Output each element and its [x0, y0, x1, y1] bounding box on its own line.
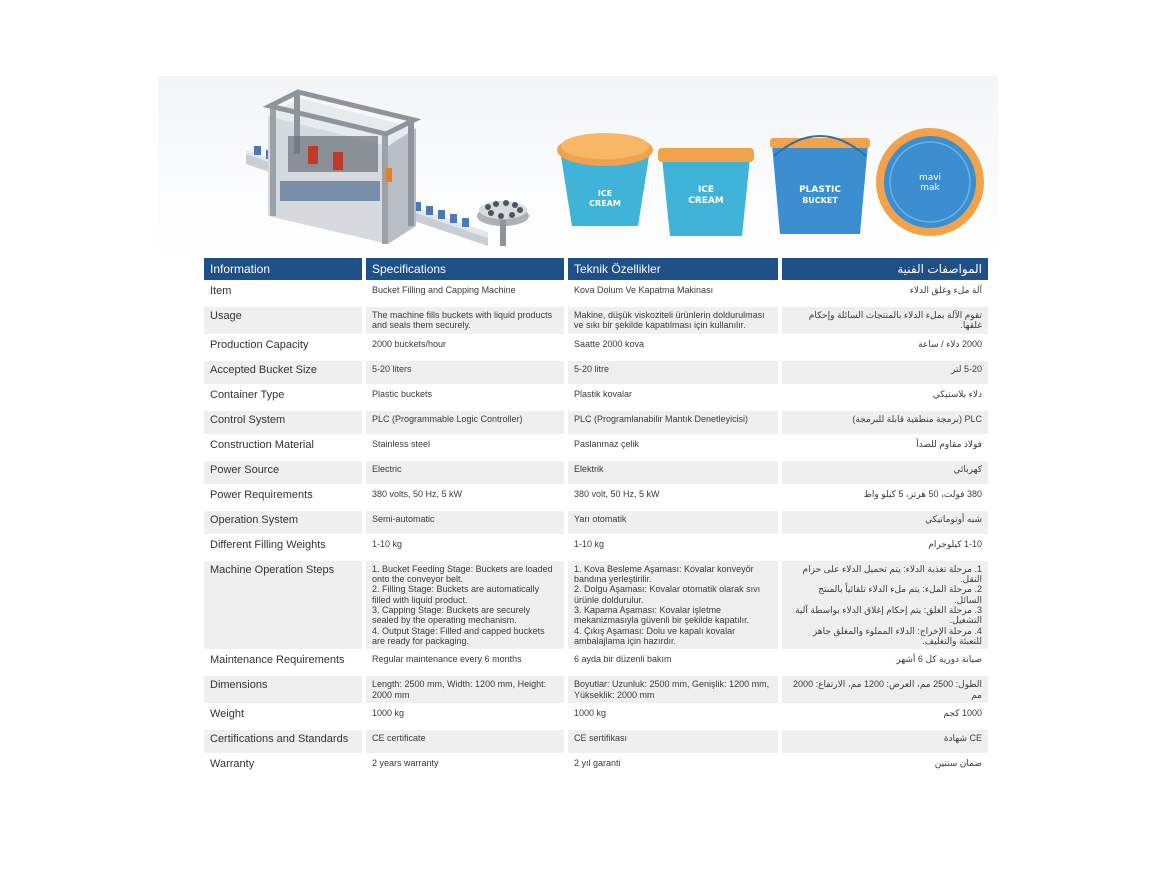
value-arabic: 1000 كجم	[782, 705, 988, 728]
table-row	[204, 336, 988, 359]
value-arabic: شبه أوتوماتيكي	[782, 511, 988, 534]
row-label: Production Capacity	[204, 336, 362, 359]
value-turkish: 6 ayda bir düzenli bakım	[568, 651, 778, 674]
row-label: Dimensions	[204, 676, 362, 703]
bucket-text-line1: PLASTIC	[799, 185, 841, 195]
value-turkish: Elektrik	[568, 461, 778, 484]
value-english: 1000 kg	[366, 705, 564, 728]
row-label: Maintenance Requirements	[204, 651, 362, 674]
row-label: Machine Operation Steps	[204, 561, 362, 650]
bucket-text-line2: CREAM	[688, 196, 724, 206]
table-header-row	[204, 258, 988, 280]
value-english: Electric	[366, 461, 564, 484]
table-row	[204, 436, 988, 459]
product-image-banner	[158, 76, 998, 256]
value-turkish: 2 yıl garanti	[568, 755, 778, 778]
value-turkish: Makine, düşük viskoziteli ürünlerin doldurulması ve sıkı bir şekilde kapatılması için kullanılır.	[568, 307, 778, 334]
table-row	[204, 651, 988, 674]
table-row	[204, 730, 988, 753]
value-turkish: 1-10 kg	[568, 536, 778, 559]
value-english: The machine fills buckets with liquid products and seals them securely.	[366, 307, 564, 334]
bucket-text-line2: BUCKET	[802, 196, 838, 205]
value-turkish: 380 volt, 50 Hz, 5 kW	[568, 486, 778, 509]
value-arabic: ضمان سنتين	[782, 755, 988, 778]
bucket-text-line1: ICE	[697, 185, 715, 195]
plastic-bucket	[770, 136, 870, 234]
value-english: 5-20 liters	[366, 361, 564, 384]
row-label: Container Type	[204, 386, 362, 409]
table-row	[204, 705, 988, 728]
row-label: Warranty	[204, 755, 362, 778]
header-teknik-ozellikler: Teknik Özellikler	[568, 258, 778, 280]
table-row	[204, 411, 988, 434]
table-row	[204, 561, 988, 650]
filling-machine-illustration	[246, 92, 529, 246]
row-label: Item	[204, 282, 362, 305]
table-row	[204, 386, 988, 409]
ice-cream-bucket-2	[658, 148, 754, 236]
value-arabic: فولاذ مقاوم للصدأ	[782, 436, 988, 459]
value-turkish: Kova Dolum Ve Kapatma Makinası	[568, 282, 778, 305]
value-turkish: 1000 kg	[568, 705, 778, 728]
value-arabic: 380 فولت، 50 هرتز، 5 كيلو واط	[782, 486, 988, 509]
header-specifications: Specifications	[366, 258, 564, 280]
row-label: Accepted Bucket Size	[204, 361, 362, 384]
table-row	[204, 536, 988, 559]
bucket-text-line2: CREAM	[589, 199, 621, 208]
value-english: Stainless steel	[366, 436, 564, 459]
value-arabic: 1-10 كيلوجرام	[782, 536, 988, 559]
bucket-lid	[876, 128, 984, 236]
value-english: 380 volts, 50 Hz, 5 kW	[366, 486, 564, 509]
table-row	[204, 282, 988, 305]
row-label: Weight	[204, 705, 362, 728]
header-information: Information	[204, 258, 362, 280]
lid-text-line1: mavi	[918, 173, 942, 183]
table-row	[204, 676, 988, 703]
row-label: Different Filling Weights	[204, 536, 362, 559]
value-english: CE certificate	[366, 730, 564, 753]
header-arabic-specifications: المواصفات الفنية	[782, 258, 988, 280]
value-english: Regular maintenance every 6 months	[366, 651, 564, 674]
row-label: Usage	[204, 307, 362, 334]
value-english: 2 years warranty	[366, 755, 564, 778]
value-turkish: Yarı otomatik	[568, 511, 778, 534]
value-arabic: صيانة دورية كل 6 أشهر	[782, 651, 988, 674]
value-arabic: دلاء بلاستيكي	[782, 386, 988, 409]
value-turkish: Boyutlar: Uzunluk: 2500 mm, Genişlik: 1200 mm, Yükseklik: 2000 mm	[568, 676, 778, 703]
value-turkish: 5-20 litre	[568, 361, 778, 384]
table-row	[204, 361, 988, 384]
table-row	[204, 486, 988, 509]
value-turkish: Paslanmaz çelik	[568, 436, 778, 459]
value-arabic: 2000 دلاء / ساعة	[782, 336, 988, 359]
value-english: Semi-automatic	[366, 511, 564, 534]
value-turkish: CE sertifikası	[568, 730, 778, 753]
row-label: Construction Material	[204, 436, 362, 459]
value-english: Length: 2500 mm, Width: 1200 mm, Height: 2000 mm	[366, 676, 564, 703]
value-english: PLC (Programmable Logic Controller)	[366, 411, 564, 434]
value-arabic: 1. مرحلة تغذية الدلاء: يتم تحميل الدلاء على حزام النقل. 2. مرحلة الملء: يتم ملء الدلاء تلقائياً بالمنتج السائل. 3. مرحلة الغلق: يتم إحكام إغلاق الدلاء بواسطة آلية التشغيل. 4. مرحلة الإخراج: الدلاء المملوء والمغلق جاهز للتعبئة والتغليف.	[782, 561, 988, 650]
value-turkish: Saatte 2000 kova	[568, 336, 778, 359]
value-arabic: PLC (برمجة منطقية قابلة للبرمجة)	[782, 411, 988, 434]
value-english: 2000 buckets/hour	[366, 336, 564, 359]
value-turkish: 1. Kova Besleme Aşaması: Kovalar konveyör bandına yerleştirilir. 2. Dolgu Aşaması: Kovalar otomatik olarak sıvı ürünle doldurulur. 3. Kapama Aşaması: Kovalar işletme mekanizmasıyla güvenli bir şekilde kapatılır. 4. Çıkış Aşaması: Dolu ve kapalı kovalar ambalajlama için hazırdır.	[568, 561, 778, 650]
value-arabic: الطول: 2500 مم، العرض: 1200 مم، الارتفاع: 2000 مم	[782, 676, 988, 703]
value-english: Plastic buckets	[366, 386, 564, 409]
row-label: Power Source	[204, 461, 362, 484]
row-label: Certifications and Standards	[204, 730, 362, 753]
table-row	[204, 755, 988, 778]
row-label: Power Requirements	[204, 486, 362, 509]
table-row	[204, 307, 988, 334]
value-arabic: كهربائي	[782, 461, 988, 484]
value-arabic: CE شهادة	[782, 730, 988, 753]
value-english: 1. Bucket Feeding Stage: Buckets are loaded onto the conveyor belt. 2. Filling Stage: Buckets are automatically filled with liquid product. 3. Capping Stage: Buckets are securely sealed by the operating mechanism. 4. Output Stage: Filled and capped buckets are ready for packaging.	[366, 561, 564, 650]
value-english: 1-10 kg	[366, 536, 564, 559]
table-row	[204, 511, 988, 534]
table-row	[204, 461, 988, 484]
ice-cream-bucket-1	[557, 133, 653, 226]
value-arabic: تقوم الآلة بملء الدلاء بالمنتجات السائلة وإحكام غلقها.	[782, 307, 988, 334]
value-arabic: 5-20 لتر	[782, 361, 988, 384]
value-turkish: Plastik kovalar	[568, 386, 778, 409]
value-turkish: PLC (Programlanabilir Mantık Denetleyicisi)	[568, 411, 778, 434]
row-label: Operation System	[204, 511, 362, 534]
value-english: Bucket Filling and Capping Machine	[366, 282, 564, 305]
bucket-text-line1: ICE	[597, 189, 613, 198]
row-label: Control System	[204, 411, 362, 434]
specifications-table	[200, 256, 992, 780]
value-arabic: آلة ملء وغلق الدلاء	[782, 282, 988, 305]
lid-text-line2: mak	[920, 183, 940, 193]
